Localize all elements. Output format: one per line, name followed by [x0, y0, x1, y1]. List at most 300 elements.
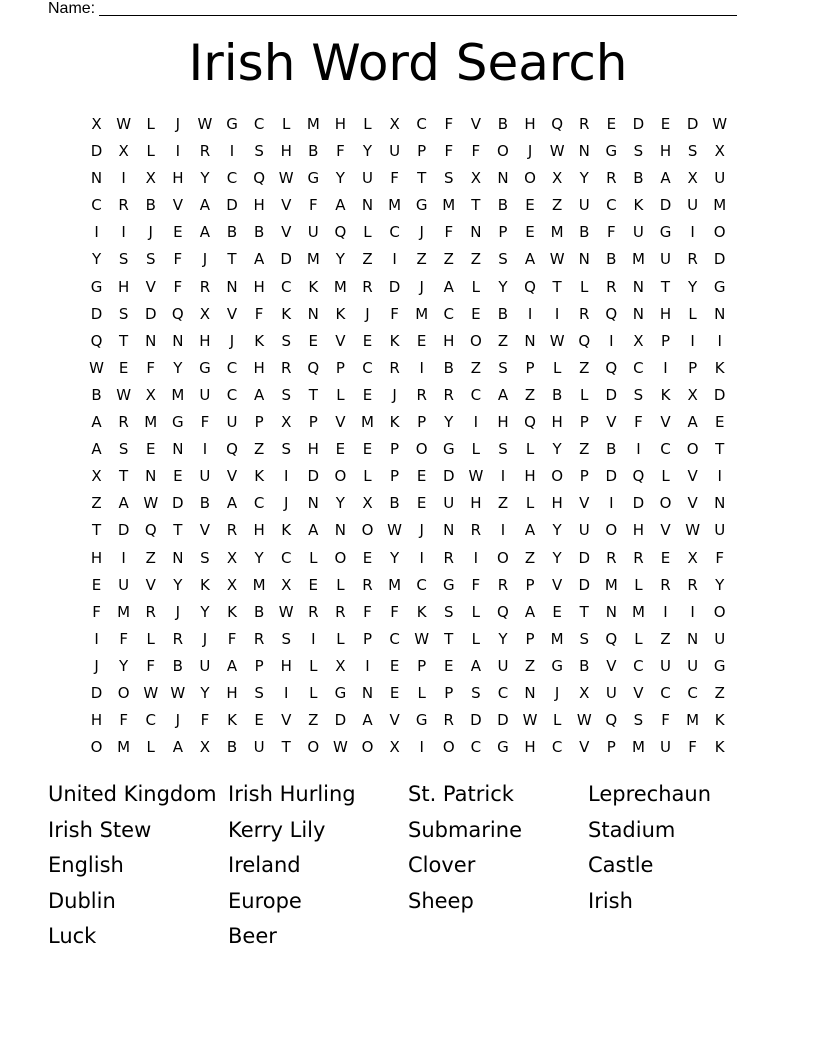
grid-letter: T — [308, 385, 318, 404]
grid-letter: N — [145, 467, 157, 486]
grid-letter: B — [226, 738, 238, 757]
grid-letter: K — [227, 711, 237, 730]
grid-letter: T — [119, 331, 129, 350]
word-list-item: Irish — [588, 888, 633, 913]
grid-letter: X — [91, 115, 102, 133]
grid-letter: Y — [119, 656, 129, 675]
grid-letter: G — [442, 440, 455, 459]
grid-letter: K — [281, 521, 292, 540]
grid-letter: Q — [524, 277, 536, 296]
grid-letter: U — [199, 467, 211, 486]
grid-letter: D — [632, 115, 645, 133]
grid-letter: V — [226, 304, 238, 323]
grid-letter: I — [527, 304, 533, 323]
grid-letter: V — [579, 494, 590, 513]
grid-letter: L — [309, 656, 318, 675]
grid-letter: I — [202, 440, 208, 459]
grid-letter: O — [307, 738, 320, 757]
grid-letter: F — [119, 711, 128, 730]
grid-letter: O — [117, 683, 130, 702]
grid-letter: X — [226, 548, 238, 567]
grid-letter: J — [148, 223, 153, 242]
word-list-item: Kerry Lily — [228, 817, 326, 842]
grid-letter: G — [415, 196, 428, 215]
grid-letter: W — [576, 711, 592, 730]
grid-letter: N — [524, 683, 536, 702]
grid-letter: N — [172, 440, 184, 459]
grid-letter: F — [146, 358, 156, 377]
word-list-item: Dublin — [48, 888, 116, 913]
grid-letter: S — [633, 142, 644, 161]
grid-letter: F — [119, 629, 128, 648]
letter-grid — [83, 111, 733, 761]
word-list-item: English — [48, 853, 124, 878]
grid-letter: P — [525, 629, 535, 648]
grid-letter: X — [687, 548, 698, 567]
grid-letter: D — [144, 304, 157, 323]
grid-letter: L — [471, 440, 481, 459]
grid-letter: D — [605, 385, 618, 404]
grid-letter: O — [686, 440, 699, 459]
grid-letter: X — [389, 738, 400, 757]
grid-letter: W — [143, 494, 159, 513]
grid-letter: F — [308, 196, 318, 215]
grid-letter: W — [549, 142, 565, 161]
grid-letter: A — [524, 250, 536, 269]
grid-letter: F — [92, 602, 101, 621]
grid-letter: E — [173, 467, 183, 486]
grid-letter: R — [280, 358, 292, 377]
grid-letter: I — [554, 304, 560, 323]
grid-letter: C — [416, 115, 427, 133]
grid-letter: R — [145, 602, 156, 621]
grid-letter: H — [253, 196, 265, 215]
grid-letter: L — [336, 575, 345, 594]
grid-letter: D — [686, 115, 699, 133]
grid-letter: F — [254, 304, 264, 323]
word-list-item: Stadium — [588, 817, 676, 842]
grid-letter: U — [199, 656, 211, 675]
grid-letter: D — [334, 711, 347, 730]
grid-letter: B — [91, 385, 102, 404]
grid-letter: J — [229, 331, 235, 350]
grid-letter: H — [443, 331, 455, 350]
grid-letter: I — [175, 142, 181, 161]
grid-letter: W — [522, 711, 538, 730]
grid-letter: C — [253, 494, 265, 513]
grid-letter: I — [690, 331, 695, 350]
grid-letter: W — [332, 738, 348, 757]
grid-letter: D — [713, 250, 726, 269]
grid-letter: F — [336, 142, 345, 161]
grid-letter: M — [117, 738, 131, 757]
grid-letter: U — [443, 494, 455, 513]
grid-letter: B — [633, 169, 644, 188]
grid-letter: F — [661, 711, 670, 730]
grid-letter: L — [146, 629, 155, 648]
grid-letter: B — [497, 304, 509, 323]
grid-letter: I — [121, 548, 126, 567]
grid-letter: X — [281, 413, 292, 432]
grid-letter: K — [335, 304, 346, 323]
grid-letter: B — [606, 250, 617, 269]
grid-letter: P — [579, 413, 589, 432]
grid-letter: P — [606, 738, 616, 757]
grid-letter: C — [470, 738, 482, 757]
grid-letter: Y — [200, 169, 210, 188]
grid-letter: H — [253, 521, 265, 540]
grid-letter: L — [336, 629, 345, 648]
grid-letter: S — [254, 142, 264, 161]
grid-letter: L — [552, 358, 562, 377]
grid-letter: I — [419, 548, 424, 567]
grid-letter: C — [633, 358, 644, 377]
grid-letter: O — [334, 467, 347, 486]
grid-letter: S — [118, 250, 129, 269]
grid-letter: P — [417, 413, 427, 432]
grid-letter: M — [631, 738, 645, 757]
grid-letter: D — [388, 277, 401, 296]
grid-letter: W — [143, 683, 159, 702]
grid-letter: R — [389, 358, 400, 377]
grid-letter: Y — [173, 575, 183, 594]
grid-letter: U — [578, 196, 590, 215]
grid-letter: C — [91, 196, 102, 215]
grid-letter: M — [144, 413, 158, 432]
grid-letter: C — [660, 683, 671, 702]
word-list-item: Ireland — [228, 853, 301, 878]
grid-letter: F — [715, 548, 725, 567]
word-list-item: Castle — [588, 853, 654, 878]
grid-letter: S — [118, 440, 129, 459]
grid-letter: N — [632, 277, 645, 296]
grid-letter: I — [473, 548, 479, 567]
grid-letter: P — [525, 575, 535, 594]
grid-letter: I — [121, 223, 126, 242]
grid-letter: W — [278, 169, 294, 188]
grid-letter: S — [444, 169, 454, 188]
grid-letter: D — [90, 683, 103, 702]
grid-letter: J — [94, 656, 99, 675]
grid-letter: S — [471, 683, 481, 702]
grid-letter: Q — [307, 358, 320, 377]
grid-letter: H — [280, 656, 292, 675]
grid-letter: U — [497, 656, 509, 675]
grid-letter: V — [335, 413, 346, 432]
grid-letter: R — [443, 548, 454, 567]
grid-letter: U — [199, 385, 211, 404]
grid-letter: X — [118, 142, 129, 161]
grid-letter: J — [202, 250, 208, 269]
grid-letter: V — [579, 738, 590, 757]
grid-letter: R — [470, 521, 482, 540]
grid-letter: C — [226, 169, 238, 188]
grid-letter: V — [226, 467, 238, 486]
grid-letter: Q — [90, 331, 103, 350]
grid-letter: O — [524, 169, 536, 188]
grid-letter: X — [687, 169, 698, 188]
grid-letter: O — [659, 494, 672, 513]
grid-letter: U — [226, 413, 238, 432]
grid-letter: D — [578, 548, 591, 567]
grid-letter: R — [362, 575, 373, 594]
grid-letter: O — [605, 521, 618, 540]
grid-letter: Z — [470, 250, 481, 269]
grid-letter: F — [444, 115, 454, 133]
grid-letter: K — [389, 331, 400, 350]
grid-letter: N — [632, 304, 645, 323]
grid-letter: L — [336, 385, 345, 404]
grid-letter: F — [444, 142, 454, 161]
grid-letter: K — [633, 196, 644, 215]
word-list — [48, 777, 768, 955]
grid-letter: E — [714, 413, 725, 432]
grid-letter: P — [308, 413, 318, 432]
grid-letter: Z — [91, 494, 102, 513]
grid-letter: P — [444, 683, 454, 702]
grid-letter: W — [549, 250, 565, 269]
grid-letter: E — [552, 602, 562, 621]
grid-letter: O — [713, 602, 726, 621]
grid-letter: I — [94, 223, 99, 242]
grid-letter: E — [362, 440, 373, 459]
grid-letter: W — [89, 358, 104, 377]
grid-letter: M — [550, 223, 564, 242]
grid-letter: M — [631, 250, 645, 269]
grid-letter: I — [311, 629, 316, 648]
grid-letter: N — [524, 331, 536, 350]
grid-letter: M — [171, 385, 185, 404]
grid-letter: H — [524, 115, 536, 133]
grid-letter: S — [498, 250, 508, 269]
grid-letter: N — [334, 521, 346, 540]
grid-letter: Z — [497, 494, 509, 513]
grid-letter: Y — [335, 494, 345, 513]
grid-letter: G — [334, 683, 347, 702]
grid-letter: O — [497, 142, 509, 161]
grid-letter: R — [633, 548, 644, 567]
grid-letter: L — [525, 494, 535, 513]
grid-letter: S — [498, 358, 508, 377]
grid-letter: P — [417, 142, 427, 161]
grid-letter: D — [632, 494, 645, 513]
grid-letter: C — [145, 711, 156, 730]
grid-letter: L — [146, 142, 155, 161]
grid-letter: T — [173, 521, 183, 540]
grid-letter: K — [389, 413, 400, 432]
name-field — [48, 0, 748, 20]
grid-letter: Y — [200, 683, 210, 702]
grid-letter: B — [579, 656, 590, 675]
grid-letter: P — [579, 467, 589, 486]
grid-letter: J — [175, 115, 181, 133]
grid-letter: I — [690, 223, 695, 242]
grid-letter: B — [497, 196, 509, 215]
grid-letter: B — [551, 385, 563, 404]
grid-letter: X — [579, 683, 590, 702]
grid-letter: H — [551, 413, 563, 432]
grid-letter: H — [524, 467, 536, 486]
grid-letter: Z — [660, 629, 671, 648]
grid-letter: R — [660, 575, 671, 594]
grid-letter: D — [90, 142, 103, 161]
word-list-item: Luck — [48, 924, 97, 949]
grid-letter: L — [363, 467, 372, 486]
grid-letter: D — [307, 467, 320, 486]
grid-letter: A — [226, 494, 238, 513]
grid-letter: U — [660, 656, 671, 675]
grid-letter: H — [524, 738, 536, 757]
grid-letter: Q — [632, 467, 645, 486]
grid-letter: P — [254, 656, 264, 675]
grid-letter: G — [199, 358, 211, 377]
grid-letter: I — [690, 602, 695, 621]
grid-letter: E — [416, 331, 427, 350]
grid-letter: W — [170, 683, 186, 702]
grid-letter: D — [497, 711, 509, 730]
grid-letter: F — [227, 629, 237, 648]
grid-letter: F — [146, 656, 156, 675]
grid-letter: R — [199, 277, 211, 296]
grid-letter: V — [633, 683, 644, 702]
grid-letter: I — [94, 629, 99, 648]
grid-letter: P — [660, 331, 671, 350]
grid-letter: R — [443, 385, 454, 404]
grid-letter: U — [687, 196, 699, 215]
grid-letter: S — [444, 602, 454, 621]
grid-letter: S — [633, 711, 644, 730]
grid-letter: C — [660, 440, 671, 459]
grid-letter: U — [307, 223, 319, 242]
grid-letter: Q — [253, 169, 266, 188]
grid-letter: N — [714, 494, 726, 513]
grid-letter: P — [254, 413, 264, 432]
grid-letter: Q — [551, 115, 564, 133]
word-list-item: Submarine — [408, 817, 522, 842]
grid-letter: R — [497, 575, 509, 594]
grid-letter: N — [361, 683, 374, 702]
grid-letter: Y — [91, 250, 102, 269]
grid-letter: B — [253, 223, 265, 242]
name-label: Name: — [48, 0, 96, 17]
grid-letter: A — [253, 250, 265, 269]
grid-letter: L — [552, 711, 562, 730]
grid-letter: R — [172, 629, 184, 648]
grid-letter: K — [200, 575, 210, 594]
grid-letter: V — [660, 413, 671, 432]
word-list-item: St. Patrick — [408, 782, 514, 806]
grid-letter: D — [226, 196, 238, 215]
grid-letter: B — [579, 223, 590, 242]
grid-letter: A — [524, 602, 536, 621]
grid-letter: I — [365, 656, 370, 675]
grid-letter: A — [226, 656, 238, 675]
grid-letter: K — [660, 385, 671, 404]
grid-letter: N — [443, 521, 455, 540]
grid-letter: U — [605, 683, 617, 702]
grid-letter: U — [714, 521, 726, 540]
grid-letter: Y — [715, 575, 725, 594]
grid-letter: O — [334, 548, 347, 567]
grid-letter: I — [663, 602, 668, 621]
grid-letter: N — [90, 169, 103, 188]
grid-letter: L — [471, 629, 481, 648]
grid-letter: P — [498, 223, 508, 242]
word-list-item: United Kingdom — [48, 782, 217, 806]
grid-letter: M — [306, 250, 320, 269]
grid-letter: T — [715, 440, 725, 459]
grid-letter: M — [550, 629, 564, 648]
grid-letter: C — [280, 548, 292, 567]
grid-letter: W — [414, 629, 430, 648]
grid-letter: A — [660, 169, 671, 188]
grid-letter: C — [416, 575, 427, 594]
grid-letter: J — [554, 683, 560, 702]
grid-letter: E — [525, 196, 535, 215]
grid-letter: K — [714, 738, 725, 757]
grid-letter: C — [497, 683, 509, 702]
grid-letter: I — [419, 738, 424, 757]
grid-letter: L — [146, 738, 155, 757]
grid-letter: B — [145, 196, 156, 215]
grid-letter: M — [306, 115, 320, 133]
grid-letter: H — [497, 413, 509, 432]
grid-letter: K — [254, 467, 265, 486]
grid-letter: X — [389, 115, 400, 133]
grid-letter: U — [632, 223, 644, 242]
grid-letter: N — [172, 548, 184, 567]
grid-letter: S — [145, 250, 156, 269]
grid-letter: R — [687, 250, 698, 269]
grid-letter: L — [417, 683, 426, 702]
grid-letter: J — [527, 142, 533, 161]
grid-letter: P — [688, 358, 698, 377]
grid-letter: I — [717, 467, 722, 486]
grid-letter: R — [687, 575, 698, 594]
grid-letter: Z — [308, 711, 319, 730]
grid-letter: U — [714, 169, 726, 188]
grid-letter: I — [609, 494, 614, 513]
grid-letter: S — [687, 142, 698, 161]
grid-letter: E — [362, 548, 373, 567]
grid-letter: M — [361, 413, 374, 432]
grid-letter: C — [226, 385, 238, 404]
grid-letter: H — [307, 440, 319, 459]
grid-letter: F — [634, 413, 643, 432]
grid-letter: W — [387, 521, 402, 540]
grid-letter: R — [199, 142, 211, 161]
grid-letter: M — [388, 196, 402, 215]
grid-letter: W — [468, 467, 484, 486]
grid-letter: D — [90, 304, 103, 323]
grid-letter: X — [470, 169, 481, 188]
grid-letter: O — [361, 521, 374, 540]
grid-letter: T — [471, 196, 481, 215]
grid-letter: Y — [335, 250, 345, 269]
word-list-item: Sheep — [408, 888, 474, 913]
grid-letter: F — [200, 413, 210, 432]
grid-letter: I — [392, 250, 397, 269]
grid-letter: I — [663, 358, 668, 377]
grid-letter: A — [308, 521, 319, 540]
grid-letter: N — [145, 331, 157, 350]
grid-letter: B — [172, 656, 183, 675]
grid-letter: Q — [605, 304, 618, 323]
word-list-item: Irish Hurling — [228, 782, 356, 806]
grid-letter: X — [687, 385, 698, 404]
grid-letter: R — [362, 277, 373, 296]
grid-letter: Z — [524, 548, 536, 567]
